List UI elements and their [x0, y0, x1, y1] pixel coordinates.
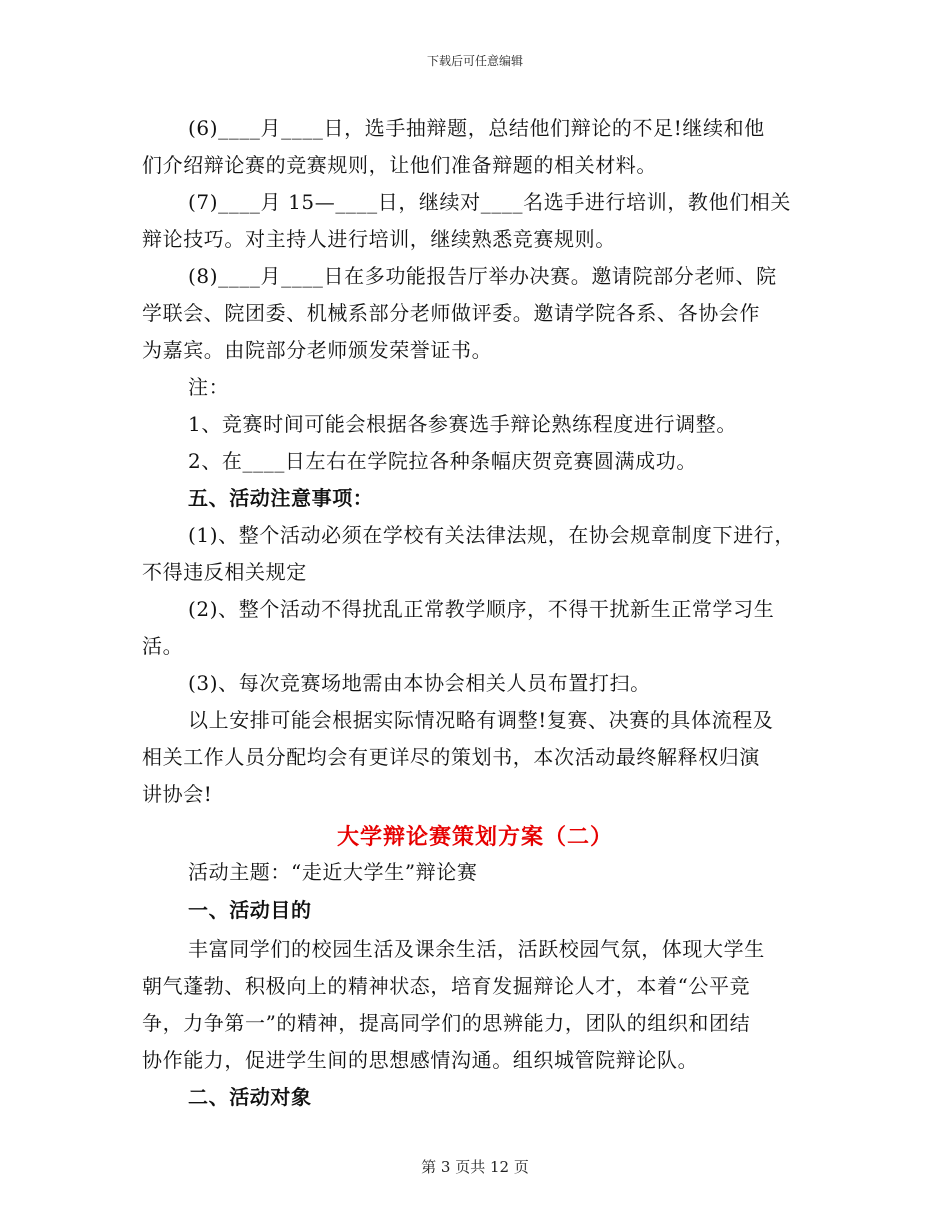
note-item: 2、在____日左右在学院拉各种条幅庆贺竞赛圆满成功。 — [188, 449, 697, 473]
paragraph-line: 讲协会! — [142, 782, 213, 806]
paragraph-line: 辩论技巧。对主持人进行培训，继续熟悉竞赛规则。 — [142, 227, 616, 251]
paragraph-line: (8)____月____日在多功能报告厅举办决赛。邀请院部分老师、院 — [188, 264, 777, 288]
paragraph-line: 朝气蓬勃、积极向上的精神状态，培育发掘辩论人才，本着“公平竞 — [142, 974, 751, 998]
paragraph-line: 不得违反相关规定 — [142, 560, 307, 584]
note-label: 注： — [188, 375, 230, 399]
paragraph-line: 协作能力，促进学生间的思想感情沟通。组织城管院辩论队。 — [142, 1048, 699, 1072]
paragraph-line: 争，力争第一”的精神，提高同学们的思辨能力，团队的组织和团结 — [142, 1011, 751, 1035]
paragraph-line: 为嘉宾。由院部分老师颁发荣誉证书。 — [142, 338, 493, 362]
paragraph-line: 活。 — [142, 634, 184, 658]
section-heading: 五、活动注意事项： — [188, 486, 374, 510]
paragraph-line: (1)、整个活动必须在学校有关法律法规，在协会规章制度下进行， — [188, 523, 795, 547]
activity-theme: 活动主题：“走近大学生”辩论赛 — [188, 860, 478, 884]
paragraph-line: (3)、每次竞赛场地需由本协会相关人员布置打扫。 — [188, 671, 651, 695]
section-heading: 一、活动目的 — [188, 898, 312, 922]
page-footer: 第 3 页共 12 页 — [421, 1158, 529, 1176]
paragraph-line: (7)____月 15—____日，继续对____名选手进行培训，教他们相关 — [188, 190, 791, 214]
paragraph-line: (6)____月____日，选手抽辩题，总结他们辩论的不足!继续和他 — [188, 116, 765, 140]
paragraph-line: (2)、整个活动不得扰乱正常教学顺序，不得干扰新生正常学习生 — [188, 597, 775, 621]
note-item: 1、竞赛时间可能会根据各参赛选手辩论熟练程度进行调整。 — [188, 412, 737, 436]
section-heading: 二、活动对象 — [188, 1085, 312, 1109]
paragraph-line: 丰富同学们的校园生活及课余生活，活跃校园气氛，体现大学生 — [188, 937, 765, 961]
paragraph-line: 相关工作人员分配均会有更详尽的策划书，本次活动最终解释权归演 — [142, 745, 760, 769]
paragraph-line: 学联会、院团委、机械系部分老师做评委。邀请学院各系、各协会作 — [142, 301, 760, 325]
page-header: 下载后可任意编辑 — [426, 54, 523, 68]
section-title: 大学辩论赛策划方案（二） — [336, 825, 613, 850]
paragraph-line: 以上安排可能会根据实际情况略有调整!复赛、决赛的具体流程及 — [188, 708, 774, 732]
paragraph-line: 们介绍辩论赛的竞赛规则，让他们准备辩题的相关材料。 — [142, 153, 657, 177]
